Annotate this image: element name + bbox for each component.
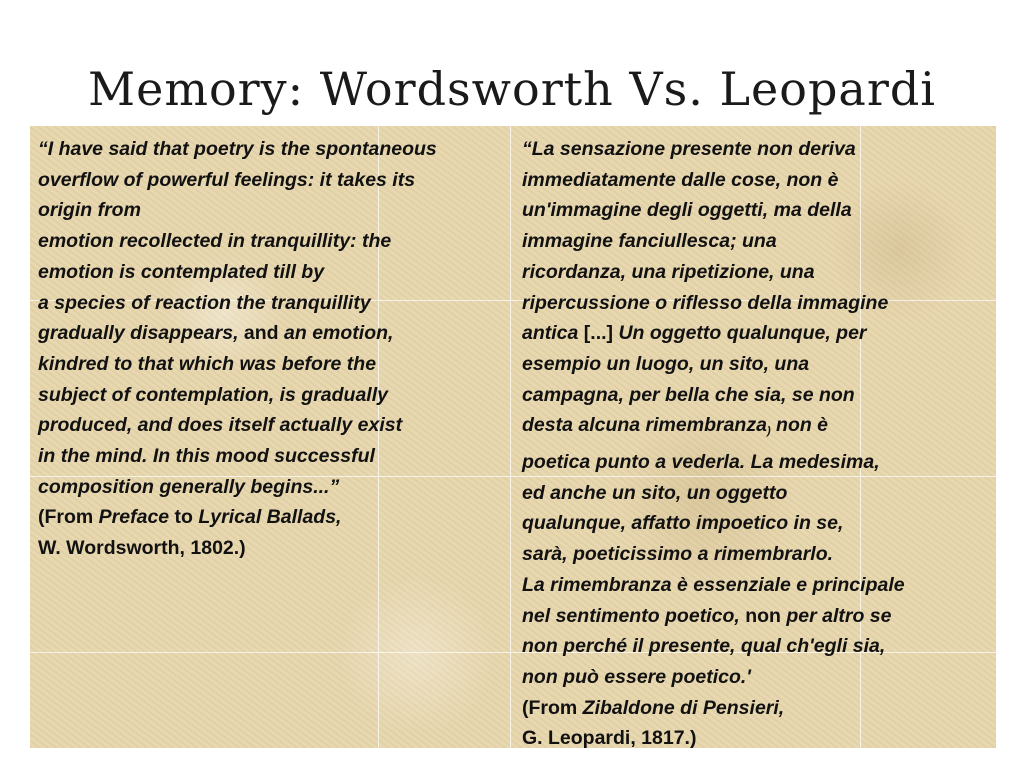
wordsworth-quote-cell [38,134,508,564]
quote-line: non può essere poetico.' [522,665,751,688]
quote-line: sarà, poeticissimo a rimembrarlo. [522,543,834,566]
quote-line: desta alcuna rimembranza$_)$ non è [522,414,829,438]
source-author: W. Wordsworth, 1802.) [38,537,246,560]
slide-title: Memory: Wordsworth Vs. Leopardi [88,62,936,116]
quote-line: esempio un luogo, un sito, una [522,352,810,375]
quote-line: produced, and does itself actually exist [38,414,403,437]
source-citation: (From Preface to Lyrical Ballads, [38,506,342,529]
source-author: G. Leopardi, 1817.) [522,727,697,750]
quote-line: subject of contemplation, is gradually [38,383,388,406]
quote-line: in the mind. In this mood successful [38,445,375,468]
quote-line: a species of reaction the tranquillity [38,291,371,314]
quote-line: antica [...] Un oggetto qualunque, per [522,322,867,345]
quote-line: composition generally begins...” [38,475,340,498]
source-citation: (From Zibaldone di Pensieri, [522,696,785,719]
quote-line: qualunque, affatto impoetico in se, [522,512,844,535]
quote-line: campagna, per bella che sia, se non [522,383,855,406]
quote-line: “I have said that poetry is the spontaneous [38,138,437,160]
quote-line: overflow of powerful feelings: it takes its [38,168,416,191]
quote-line: La rimembranza è essenziale e principale [522,573,905,596]
quote-line: emotion is contemplated till by [38,260,325,283]
quote-line: ripercussione o riflesso della immagine [522,291,889,314]
comparison-table [30,126,996,748]
quote-line: nel sentimento poetico, non per altro se [522,604,892,627]
quote-line: gradually disappears, and an emotion, [38,322,394,345]
quote-line: non perché il presente, qual ch'egli sia, [522,635,886,658]
quote-line: un'immagine degli oggetti, ma della [522,199,852,222]
quote-line: immediatamente dalle cose, non è [522,168,839,191]
table-column-divider [510,126,511,748]
quote-line: “La sensazione presente non deriva [522,138,856,160]
quote-line: immagine fanciullesca; una [522,230,777,253]
quote-line: kindred to that which was before the [38,352,377,375]
quote-line: ricordanza, una ripetizione, una [522,260,815,283]
quote-line: origin from [38,199,141,222]
quote-line: ed anche un sito, un oggetto [522,481,788,504]
quote-line: poetica punto a vederla. La medesima, [522,451,880,474]
leopardi-quote-cell [522,134,992,754]
quote-line: emotion recollected in tranquillity: the [38,230,392,253]
